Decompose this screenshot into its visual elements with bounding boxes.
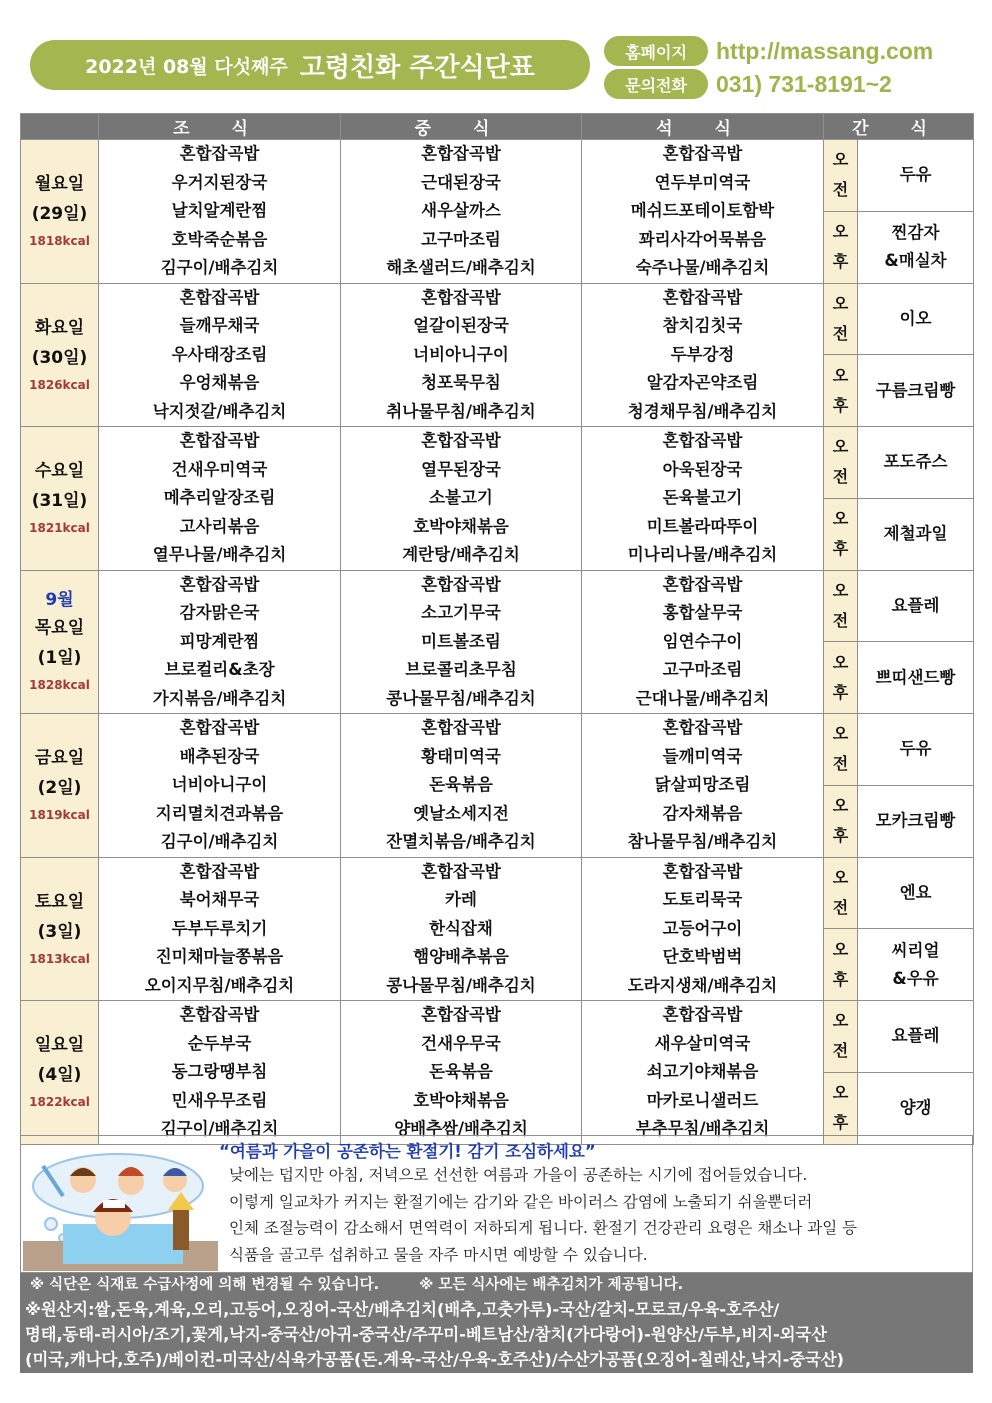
calories: 1818kcal (29, 234, 90, 249)
snack-pm (858, 785, 974, 857)
menu-item: 너비아니구이 (413, 344, 509, 364)
menu-item: 고구마조림 (421, 229, 501, 249)
menu-item: 혼합잡곡밥 (179, 718, 260, 737)
menu-item: 민새우무조림 (171, 1090, 268, 1110)
snack-pm-text: 찐감자 &매실차 (884, 223, 947, 271)
snack-am-label (824, 714, 858, 786)
date: (1일) (37, 647, 82, 668)
lunch-cell (341, 570, 582, 714)
breakfast-cell (99, 1001, 341, 1145)
snack-pm-label (824, 785, 858, 857)
snack-pm-label (824, 211, 858, 283)
menu-item: 김구이/배추김치 (160, 258, 279, 277)
date: (3일) (37, 921, 82, 942)
menu-item: 들깨미역국 (662, 746, 743, 766)
menu-item: 근대나물/배추김치 (635, 688, 770, 708)
month-label: 9월 (45, 589, 74, 610)
day-row (21, 714, 974, 786)
menu-item: 미트볼라따뚜이 (646, 516, 759, 536)
menu-item: 열무된장국 (421, 459, 501, 479)
calories: 1822kcal (29, 1095, 90, 1110)
day-cell (21, 570, 99, 714)
day-cell (21, 140, 99, 284)
snack-am-text: 요플레 (891, 595, 940, 615)
calories: 1821kcal (29, 521, 90, 536)
menu-item: 낙지젓갈/배추김치 (152, 401, 287, 421)
snack-am (858, 283, 974, 355)
dinner-cell (582, 140, 824, 284)
menu-item: 순두부국 (187, 1033, 252, 1053)
menu-item: 취나물무침/배추김치 (386, 401, 536, 421)
menu-item: 우사태장조림 (171, 344, 268, 364)
homepage-row (604, 36, 933, 66)
snack-pm-label-text: 오 후 (832, 652, 849, 702)
menu-item: 혼합잡곡밥 (421, 287, 501, 307)
menu-item: 혼합잡곡밥 (662, 287, 743, 307)
phone-number: 031) 731-8191~2 (716, 70, 892, 97)
menu-item: 꽈리사각어묵볶음 (638, 229, 767, 249)
header-snack: 간 식 (824, 114, 974, 140)
menu-item: 두부강정 (670, 344, 735, 364)
homepage-link[interactable]: http://massang.com (716, 37, 934, 64)
day-row (21, 857, 974, 929)
snack-am-label-text: 오 전 (832, 724, 849, 774)
snack-am (858, 1001, 974, 1073)
snack-am-label (824, 283, 858, 355)
snack-pm-label-text: 오 후 (832, 796, 849, 846)
weekday: 목요일 (34, 617, 85, 638)
snack-am (858, 857, 974, 929)
menu-item: 혼합잡곡밥 (179, 1005, 260, 1024)
notice-line: 인체 조절능력이 감소해서 면역력이 저하되게 됩니다. 환절기 건강관리 요령은 채소나 과일 등 (229, 1219, 858, 1237)
menu-item: 메쉬드포테이토함박 (630, 201, 775, 220)
menu-item: 건새우미역국 (171, 459, 268, 479)
menu-item: 단호박범벅 (662, 947, 743, 966)
snack-pm-label-text: 오 후 (832, 365, 849, 415)
menu-item: 새우살미역국 (654, 1033, 751, 1053)
snack-pm-label-text: 오 후 (832, 222, 849, 272)
dinner-cell (582, 857, 824, 1001)
snack-am-text: 포도쥬스 (883, 452, 948, 472)
menu-item: 혼합잡곡밥 (421, 718, 501, 737)
menu-item: 햄양배추볶음 (413, 947, 509, 966)
date: (30일) (31, 347, 88, 368)
origin-line: 명태,동태-러시아/조기,꽃게,낙지-중국산/아귀-중국산/주꾸미-베트남산/참치(가다랑어)-원양산/두부,비지-외국산 (25, 1325, 827, 1344)
menu-item: 혼합잡곡밥 (662, 1005, 743, 1024)
menu-item: 연두부미역국 (654, 172, 751, 192)
footer-note-change: ※ 식단은 식재료 수급사정에 의해 변경될 수 있습니다. (30, 1277, 380, 1293)
weekday: 토요일 (34, 891, 85, 912)
menu-item: 도토리묵국 (662, 890, 743, 909)
dinner-cell (582, 427, 824, 571)
snack-pm-text: 모카크림빵 (875, 811, 956, 831)
phone-label: 문의전화 (604, 69, 708, 99)
day-row (21, 140, 974, 212)
menu-item: 임연수구이 (662, 631, 743, 651)
footer-notes (20, 1273, 973, 1297)
origin-line: (미국,캐나다,호주)/베이컨-미국산/식육가공품(돈.계육-국산/우육-호주산)/수산가공품(오징어-칠레산,낙지-중국산) (25, 1350, 844, 1369)
snack-pm (858, 929, 974, 1001)
notice-line: 식품을 골고루 섭취하고 물을 자주 마시면 예방할 수 있습니다. (229, 1245, 648, 1264)
day-cell (21, 427, 99, 571)
breakfast-cell (99, 427, 341, 571)
menu-item: 날치알계란찜 (171, 201, 268, 220)
day-cell (21, 714, 99, 858)
menu-item: 돈육볶음 (429, 775, 493, 794)
snack-pm (858, 498, 974, 570)
menu-item: 혼합잡곡밥 (179, 861, 260, 881)
menu-item: 돈육불고기 (662, 488, 743, 507)
snack-pm-text: 씨리얼 &우유 (891, 940, 940, 988)
weekday: 일요일 (34, 1035, 85, 1056)
snack-am-label (824, 570, 858, 642)
menu-item: 카레 (445, 890, 477, 909)
menu-item: 너비아니구이 (171, 775, 268, 794)
menu-item: 혼합잡곡밥 (179, 574, 260, 594)
menu-item: 돈육볶음 (429, 1062, 493, 1081)
menu-item: 한식잡채 (429, 918, 493, 938)
menu-item: 고구마조림 (662, 660, 743, 679)
menu-item: 잔멸치볶음/배추김치 (386, 832, 536, 851)
date: (2일) (37, 778, 82, 799)
snack-am-text: 엔요 (899, 882, 932, 902)
menu-item: 부추무침/배추김치 (635, 1119, 770, 1138)
date: (29일) (31, 204, 88, 225)
snack-pm-label-text: 오 후 (832, 939, 849, 989)
menu-item: 진미채마늘쫑볶음 (155, 947, 284, 966)
menu-item: 청포묵무침 (421, 373, 501, 392)
snack-am (858, 570, 974, 642)
lunch-cell (341, 140, 582, 284)
menu-item: 참나물무침/배추김치 (627, 832, 778, 851)
menu-item: 알감자곤약조림 (646, 373, 759, 392)
menu-item: 혼합잡곡밥 (662, 861, 743, 881)
menu-item: 피망계란찜 (179, 631, 260, 651)
menu-item: 브로콜리초무침 (405, 660, 517, 679)
menu-item: 우거지된장국 (171, 172, 268, 192)
snack-pm-label (824, 1072, 858, 1144)
menu-item: 청경채무침/배추김치 (627, 401, 778, 421)
notice-headline: “여름과 가을이 공존하는 환절기! 감기 조심하세요” (219, 1142, 596, 1161)
menu-item: 건새우무국 (421, 1033, 501, 1053)
day-cell (21, 283, 99, 427)
snack-am-label (824, 857, 858, 929)
date: (31일) (31, 491, 88, 512)
header-lunch: 중 식 (341, 114, 582, 140)
menu-item: 혼합잡곡밥 (662, 574, 743, 594)
weekday: 금요일 (34, 748, 85, 769)
snack-am (858, 140, 974, 212)
breakfast-cell (99, 857, 341, 1001)
weekday: 수요일 (34, 461, 85, 482)
menu-item: 혼합잡곡밥 (662, 718, 743, 737)
menu-item: 혼합잡곡밥 (421, 431, 501, 450)
snack-pm (858, 211, 974, 283)
menu-item: 혼합잡곡밥 (421, 1005, 501, 1024)
lunch-cell (341, 283, 582, 427)
snack-pm (858, 1072, 974, 1144)
menu-item: 들깨무채국 (179, 316, 260, 335)
day-row (21, 283, 974, 355)
menu-item: 소불고기 (429, 488, 493, 507)
menu-item: 혼합잡곡밥 (179, 431, 260, 450)
calories: 1828kcal (29, 677, 90, 692)
menu-item: 계란탕/배추김치 (402, 545, 520, 564)
snack-am-label-text: 오 전 (832, 580, 849, 630)
day-row (21, 570, 974, 642)
snack-am-label-text: 오 전 (832, 437, 849, 487)
snack-am (858, 427, 974, 499)
table-header-row (21, 114, 974, 140)
menu-item: 혼합잡곡밥 (662, 431, 743, 450)
day-row (21, 1001, 974, 1073)
snack-pm-text: 제철과일 (883, 524, 948, 544)
title-main: 고령친화 주간식단표 (299, 52, 535, 83)
calories: 1819kcal (29, 808, 90, 823)
menu-item: 우엉채볶음 (179, 373, 260, 392)
title-week: 2022년 08월 다섯째주 (85, 55, 288, 78)
snack-pm-label (824, 929, 858, 1001)
origin-line: ※원산지:쌀,돈육,계육,오리,고등어,오징어-국산/배추김치(배추,고춧가루)-국산/갈치-모로코/우육-호주산/ (25, 1300, 780, 1319)
menu-item: 혼합잡곡밥 (421, 861, 501, 881)
menu-item: 콩나물무침/배추김치 (386, 975, 536, 995)
menu-table (20, 113, 974, 1145)
menu-item: 얼갈이된장국 (413, 316, 509, 335)
menu-item: 양배추쌈/배추김치 (394, 1119, 528, 1138)
menu-item: 혼합잡곡밥 (421, 574, 501, 594)
menu-item: 옛날소세지전 (413, 803, 509, 823)
menu-item: 열무나물/배추김치 (152, 545, 287, 564)
snack-pm-text: 쁘띠샌드빵 (875, 667, 956, 687)
menu-item: 근대된장국 (421, 172, 501, 192)
menu-item: 황태미역국 (421, 746, 501, 766)
menu-item: 혼합잡곡밥 (421, 144, 501, 163)
menu-item: 고등어구이 (662, 918, 743, 938)
breakfast-cell (99, 283, 341, 427)
menu-item: 김구이/배추김치 (160, 832, 279, 851)
calories: 1826kcal (29, 377, 90, 392)
snack-pm (858, 642, 974, 714)
menu-item: 호박죽순볶음 (171, 229, 268, 249)
snack-pm-text: 구름크림빵 (875, 380, 956, 400)
menu-item: 아욱된장국 (662, 459, 743, 479)
snack-am-text: 두유 (899, 739, 932, 759)
snack-pm-label (824, 498, 858, 570)
snack-pm-label-text: 오 후 (832, 509, 849, 559)
snack-pm (858, 355, 974, 427)
dinner-cell (582, 1001, 824, 1145)
dinner-cell (582, 570, 824, 714)
menu-item: 브로컬리&초장 (164, 660, 275, 679)
snack-pm-label (824, 355, 858, 427)
snack-am-text: 두유 (899, 165, 932, 185)
menu-item: 쇠고기야채볶음 (646, 1062, 759, 1081)
menu-item: 콩나물무침/배추김치 (386, 688, 536, 708)
notice-line: 이렇게 일교차가 커지는 환절기에는 감기와 같은 바이러스 감염에 노출되기 쉬울뿐더러 (229, 1192, 813, 1211)
day-cell (21, 1001, 99, 1145)
snack-pm-label-text: 오 후 (832, 1083, 849, 1133)
menu-item: 혼합잡곡밥 (662, 144, 743, 163)
header-corner (21, 114, 99, 140)
weekday: 화요일 (34, 317, 85, 338)
menu-item: 동그랑땡부침 (171, 1062, 268, 1081)
lunch-cell (341, 1001, 582, 1145)
breakfast-cell (99, 140, 341, 284)
menu-item: 미트볼조림 (421, 631, 501, 651)
weekday: 월요일 (34, 174, 85, 195)
menu-item: 혼합잡곡밥 (179, 287, 260, 307)
menu-item: 도라지생채/배추김치 (627, 975, 778, 995)
notice-line: 낮에는 덥지만 아침, 저녁으로 선선한 여름과 가을이 공존하는 시기에 접어들었습니다. (229, 1166, 808, 1184)
menu-item: 마카로니샐러드 (646, 1090, 759, 1110)
breakfast-cell (99, 570, 341, 714)
lunch-cell (341, 857, 582, 1001)
lunch-cell (341, 427, 582, 571)
snack-am-label-text: 오 전 (832, 1011, 849, 1061)
menu-item: 가지볶음/배추김치 (152, 688, 287, 708)
menu-item: 메추리알장조림 (163, 488, 276, 507)
menu-item: 닭살피망조림 (654, 775, 751, 794)
snack-pm-label (824, 642, 858, 714)
footer-origin (20, 1297, 973, 1373)
snack-am-label-text: 오 전 (832, 867, 849, 917)
header-dinner: 석 식 (582, 114, 824, 140)
menu-item: 배추된장국 (179, 746, 260, 766)
snack-am (858, 714, 974, 786)
menu-item: 감자채볶음 (662, 803, 743, 823)
snack-am-label (824, 140, 858, 212)
menu-item: 두부두루치기 (171, 918, 268, 938)
snack-am-label (824, 1001, 858, 1073)
menu-item: 새우살까스 (421, 201, 501, 220)
menu-item: 지리멸치견과볶음 (155, 803, 284, 823)
menu-item: 해초샐러드/배추김치 (386, 258, 536, 277)
snack-am-label-text: 오 전 (832, 150, 849, 200)
menu-item: 호박야채볶음 (413, 516, 509, 536)
health-notice (20, 1135, 973, 1273)
snack-am-text: 요플레 (891, 1026, 940, 1046)
menu-item: 김구이/배추김치 (160, 1119, 279, 1138)
menu-item: 소고기무국 (421, 603, 501, 622)
day-row (21, 427, 974, 499)
dinner-cell (582, 283, 824, 427)
menu-item: 참치김칫국 (662, 316, 743, 335)
footer-note-kimchi: ※ 모든 식사에는 배추김치가 제공됩니다. (419, 1277, 684, 1293)
snack-pm-text: 양갱 (899, 1098, 932, 1118)
snack-am-label (824, 427, 858, 499)
lunch-cell (341, 714, 582, 858)
menu-item: 숙주나물/배추김치 (635, 258, 770, 277)
notice-body (229, 1162, 969, 1268)
snack-am-label-text: 오 전 (832, 293, 849, 343)
phone-row (604, 69, 892, 99)
day-cell (21, 857, 99, 1001)
menu-item: 홍합살무국 (662, 603, 743, 622)
menu-item: 북어채무국 (179, 890, 260, 909)
menu-item: 오이지무침/배추김치 (144, 975, 295, 995)
menu-item: 호박야채볶음 (413, 1090, 509, 1110)
sick-child-illustration (23, 1146, 218, 1271)
homepage-label: 홈페이지 (604, 36, 708, 66)
date: (4일) (37, 1065, 82, 1086)
snack-am-text: 이오 (899, 308, 932, 328)
calories: 1813kcal (29, 951, 90, 966)
dinner-cell (582, 714, 824, 858)
breakfast-cell (99, 714, 341, 858)
menu-item: 고사리볶음 (179, 516, 260, 536)
menu-item: 감자맑은국 (179, 603, 260, 622)
menu-item: 혼합잡곡밥 (179, 144, 260, 163)
header-breakfast: 조 식 (99, 114, 341, 140)
menu-item: 미나리나물/배추김치 (627, 545, 778, 564)
page-title (30, 40, 590, 90)
